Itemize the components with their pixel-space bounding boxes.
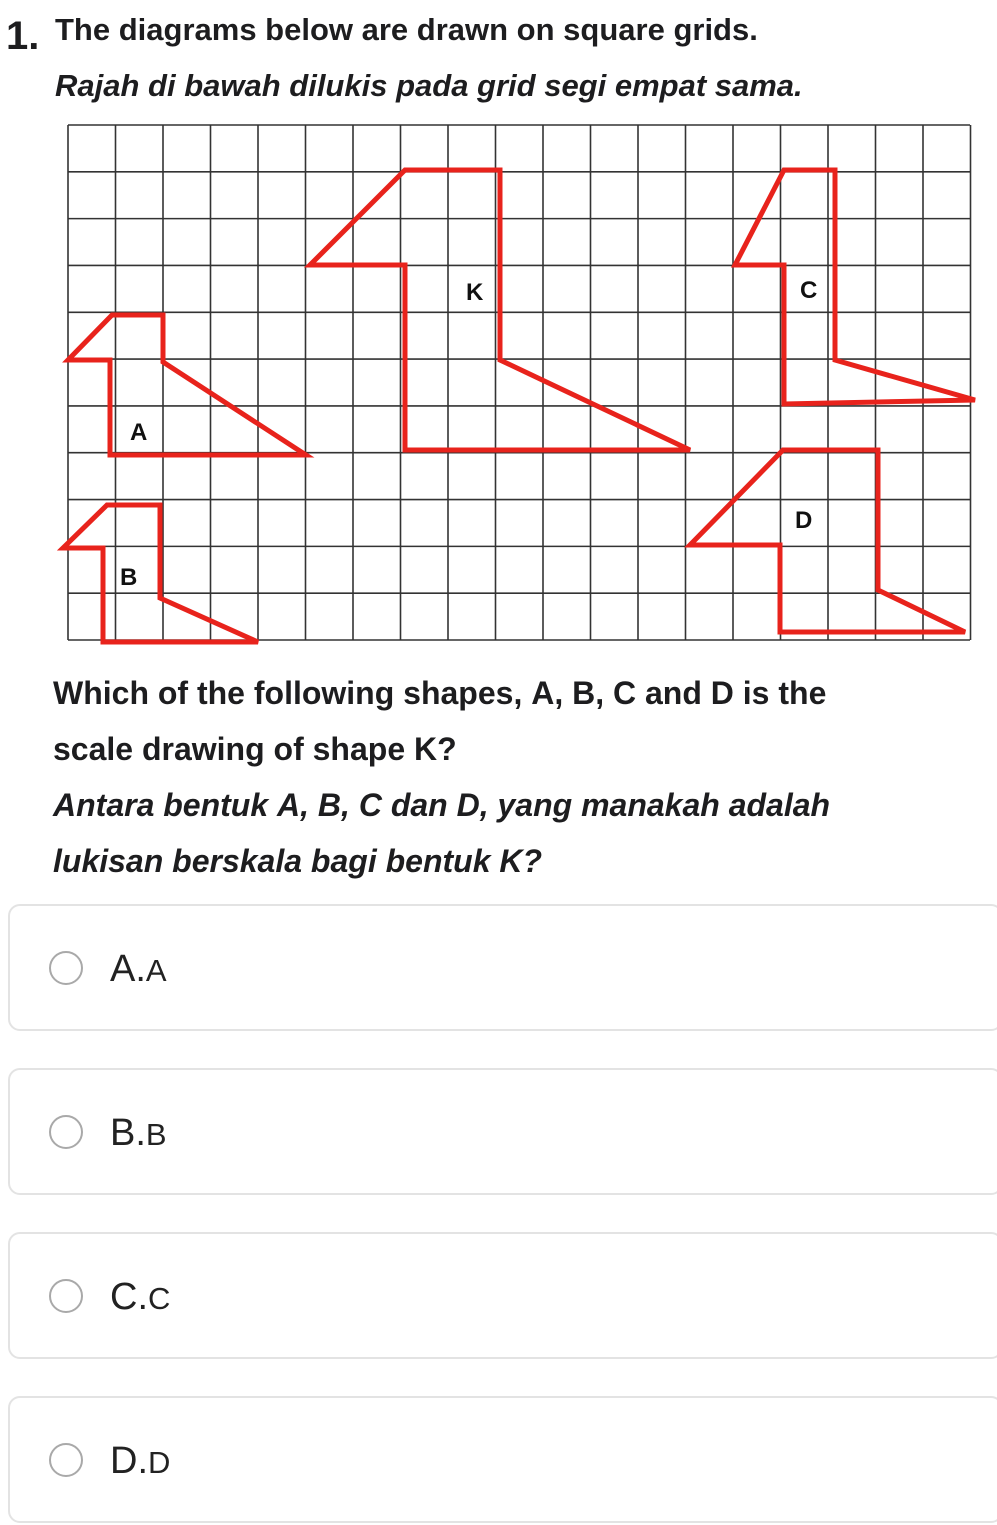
shape-b — [63, 505, 258, 642]
radio-circle-icon[interactable] — [49, 951, 83, 985]
grid-diagram — [0, 120, 997, 660]
option-a-label: A.A — [110, 948, 167, 990]
prompt-en-line2: scale drawing of shape K? — [53, 731, 457, 767]
option-b[interactable] — [8, 1068, 997, 1195]
option-c-label: C.C — [110, 1276, 171, 1318]
option-a[interactable] — [8, 904, 997, 1031]
label-a: A — [130, 419, 148, 446]
prompt-ms-line2: lukisan berskala bagi bentuk K? — [53, 843, 543, 879]
question-statement-ms: Rajah di bawah dilukis pada grid segi empat sama. — [55, 68, 803, 103]
option-d-label: D.D — [110, 1440, 171, 1482]
question-number: 1. — [6, 14, 40, 58]
prompt-ms-line1: Antara bentuk A, B, C dan D, yang manakah adalah — [53, 787, 831, 823]
question-statement-en: The diagrams below are drawn on square grids. — [55, 12, 758, 47]
radio-circle-icon[interactable] — [49, 1443, 83, 1477]
prompt-en-line1: Which of the following shapes, A, B, C and D is the — [53, 675, 827, 711]
option-c[interactable] — [8, 1232, 997, 1359]
radio-circle-icon[interactable] — [49, 1279, 83, 1313]
shape-a — [68, 315, 306, 455]
shape-k — [310, 170, 690, 450]
radio-circle-icon[interactable] — [49, 1115, 83, 1149]
label-k: K — [466, 279, 484, 306]
question-prompt — [53, 665, 983, 889]
option-d[interactable] — [8, 1396, 997, 1523]
label-b: B — [120, 564, 138, 591]
shape-c — [735, 170, 975, 404]
option-b-label: B.B — [110, 1112, 167, 1154]
label-d: D — [795, 507, 813, 534]
label-c: C — [800, 277, 818, 304]
